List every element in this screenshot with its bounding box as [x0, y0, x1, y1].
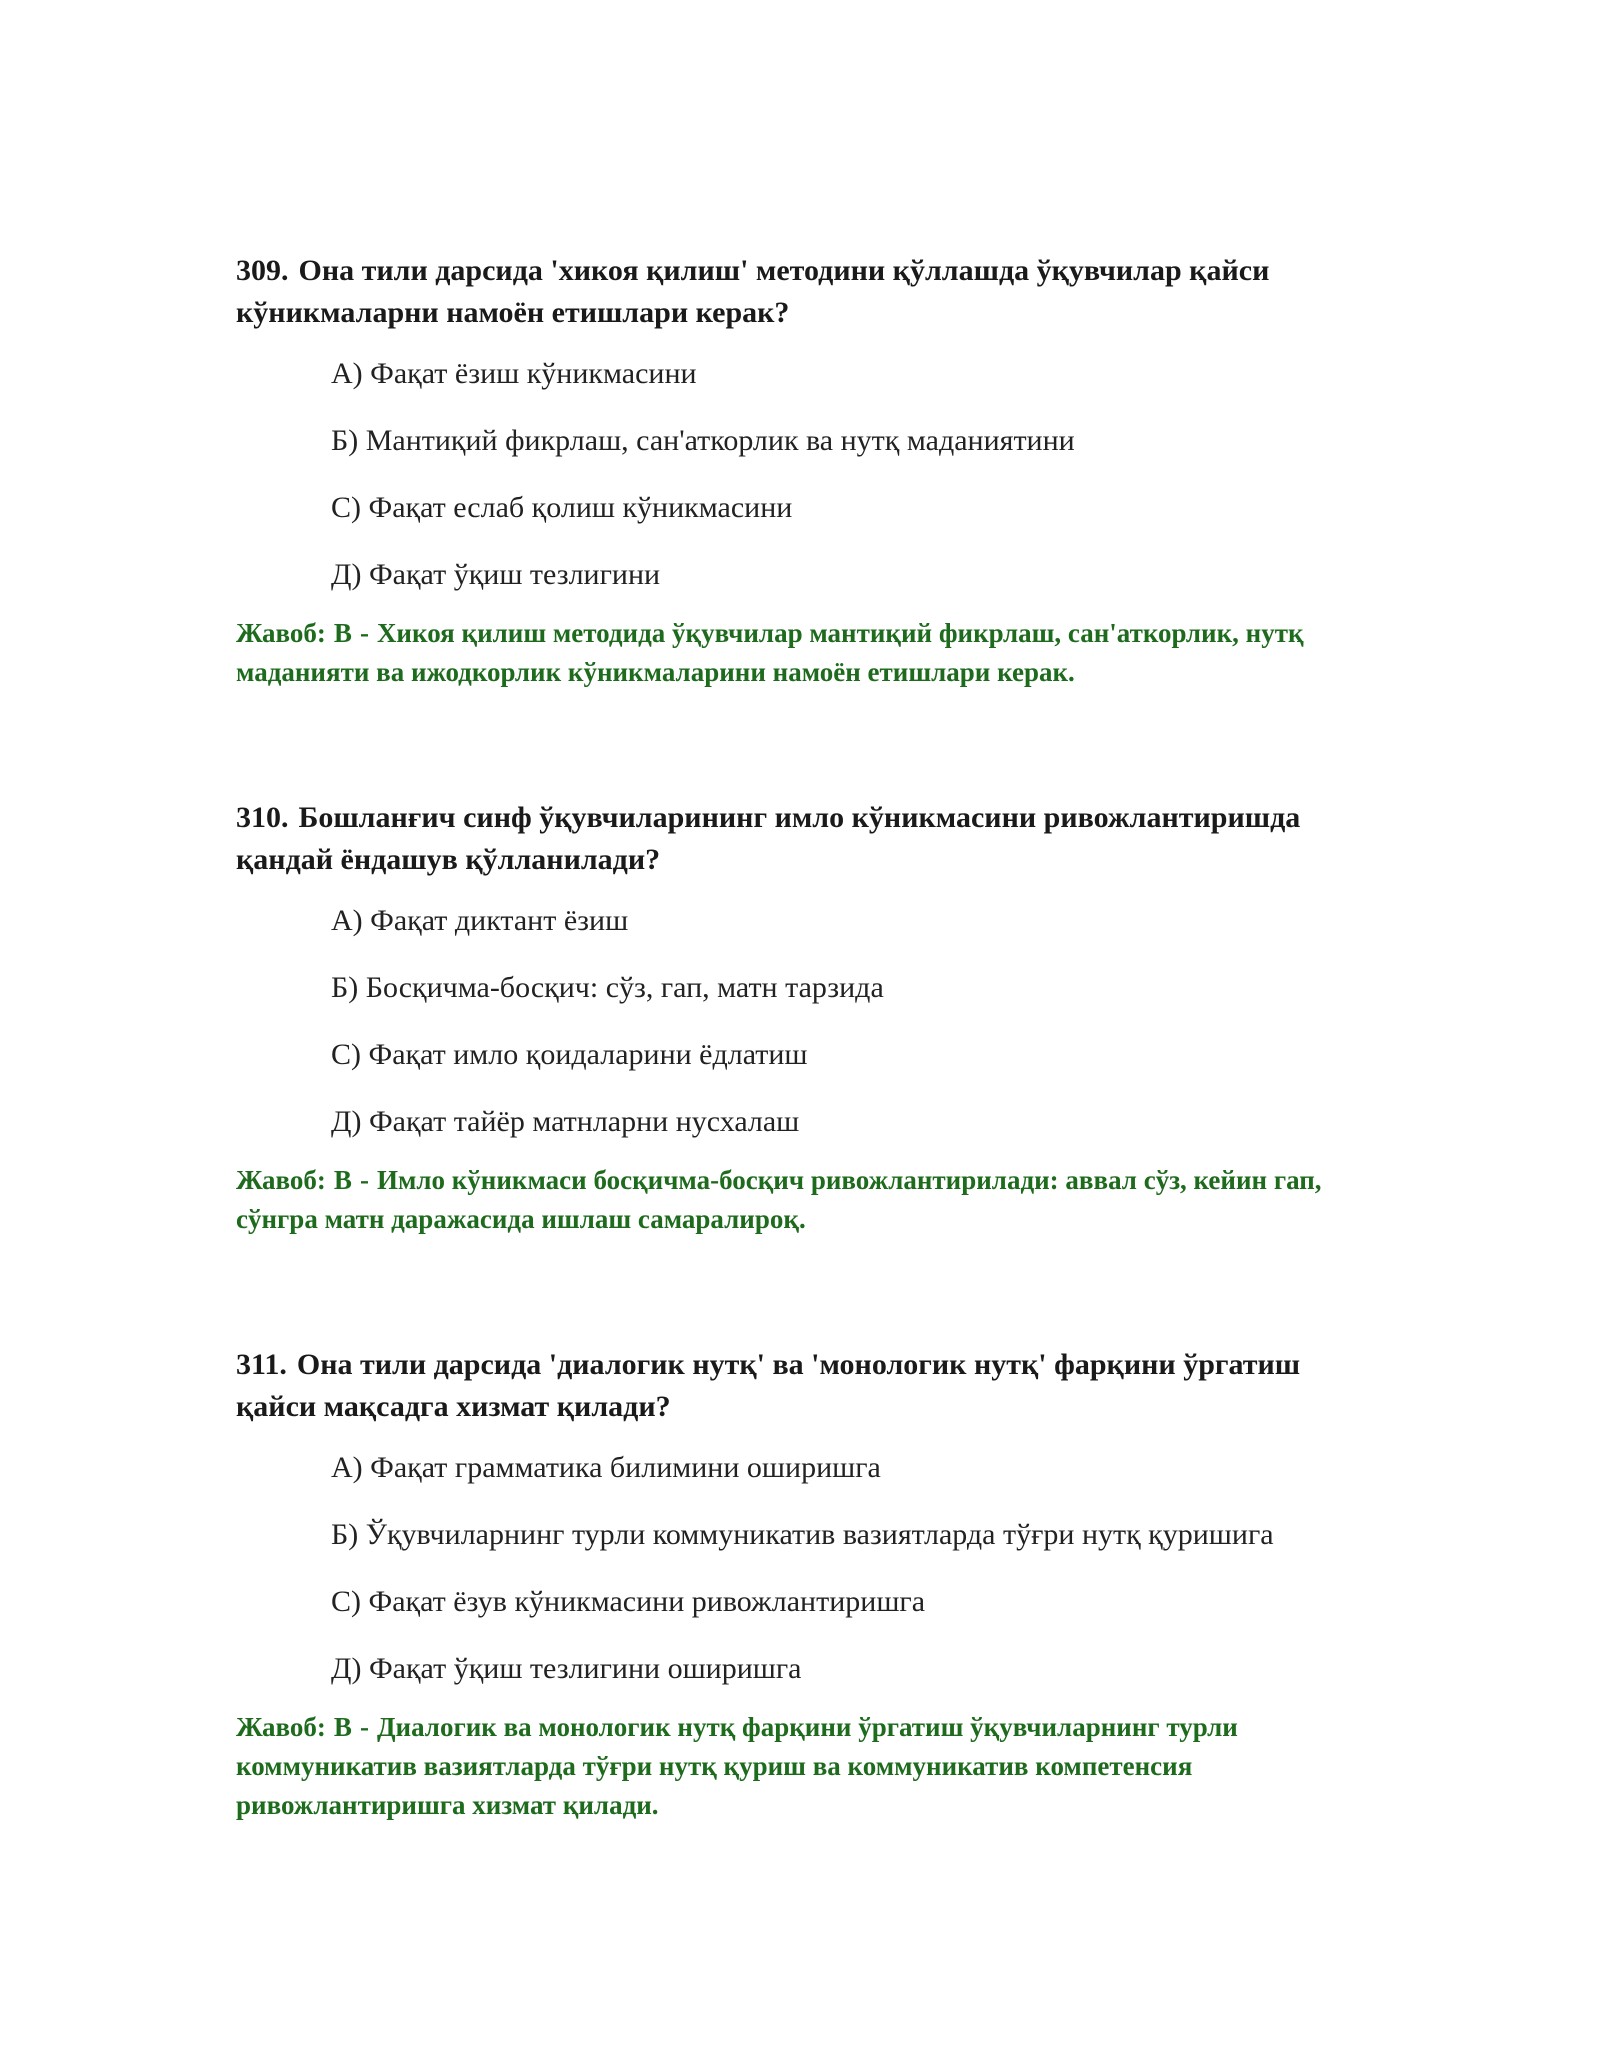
question-number: 309.: [236, 254, 289, 287]
answer-label: Жавоб:: [236, 618, 326, 648]
question-text: [236, 1344, 1386, 1428]
question-block: [236, 797, 1386, 1239]
answer-dash: -: [359, 618, 369, 648]
option-a: А) Фақат диктант ёзиш: [331, 904, 629, 937]
option-d: Д) Фақат тайёр матнларни нусхалаш: [331, 1105, 800, 1138]
option-c: С) Фақат ёзув кўникмасини ривожлантиришга: [331, 1585, 926, 1618]
answer-letter: B: [333, 1165, 352, 1195]
option-b: Б) Босқичма-босқич: сўз, гап, матн тарзида: [331, 971, 884, 1004]
options-list: [331, 903, 1386, 1140]
question-text: [236, 797, 1386, 881]
option-a: А) Фақат ёзиш кўникмасини: [331, 357, 697, 390]
answer-label: Жавоб:: [236, 1165, 326, 1195]
question-text: [236, 250, 1386, 334]
option-a: А) Фақат грамматика билимини оширишга: [331, 1451, 881, 1484]
option-c: С) Фақат имло қоидаларини ёдлатиш: [331, 1038, 808, 1071]
options-list: [331, 356, 1386, 593]
question-stem: Бошланғич синф ўқувчиларининг имло кўникмасини ривожлантиришда қандай ёндашув қўлланилади?: [236, 801, 1301, 876]
answer-dash: -: [359, 1712, 369, 1742]
answer-dash: -: [359, 1165, 369, 1195]
question-block: [236, 1344, 1386, 1825]
option-b: Б) Ўқувчиларнинг турли коммуникатив вазиятларда тўғри нутқ қуришига: [331, 1518, 1274, 1551]
option-c: С) Фақат еслаб қолиш кўникмасини: [331, 491, 793, 524]
answer-letter: B: [333, 618, 352, 648]
answer-explanation: Имло кўникмаси босқичма-босқич ривожлантирилади: аввал сўз, кейин гап, сўнгра матн даражасида ишлаш самаралироқ.: [236, 1165, 1322, 1234]
option-d: Д) Фақат ўқиш тезлигини: [331, 558, 661, 591]
option-d: Д) Фақат ўқиш тезлигини оширишга: [331, 1652, 802, 1685]
answer-block: [236, 1161, 1386, 1239]
answer-explanation: Диалогик ва монологик нутқ фарқини ўргатиш ўқувчиларнинг турли коммуникатив вазиятларда тўғри нутқ қуриш ва коммуникатив компетенсия ривожлантиришга хизмат қилади.: [236, 1712, 1238, 1820]
question-stem: Она тили дарсида 'диалогик нутқ' ва 'монологик нутқ' фарқини ўргатиш қайси мақсадга хизмат қилади?: [236, 1348, 1301, 1423]
answer-explanation: Хикоя қилиш методида ўқувчилар мантиқий фикрлаш, сан'аткорлик, нутқ маданияти ва ижодкорлик кўникмаларини намоён етишлари керак.: [236, 618, 1304, 687]
question-block: [236, 250, 1386, 692]
question-number: 310.: [236, 801, 289, 834]
option-b: Б) Мантиқий фикрлаш, сан'аткорлик ва нутқ маданиятини: [331, 424, 1075, 457]
answer-block: [236, 614, 1386, 692]
answer-block: [236, 1708, 1386, 1825]
answer-letter: B: [333, 1712, 352, 1742]
question-number: 311.: [236, 1348, 287, 1381]
question-stem: Она тили дарсида 'хикоя қилиш' методини қўллашда ўқувчилар қайси кўникмаларни намоён етишлари керак?: [236, 254, 1270, 329]
answer-label: Жавоб:: [236, 1712, 326, 1742]
options-list: [331, 1450, 1386, 1687]
